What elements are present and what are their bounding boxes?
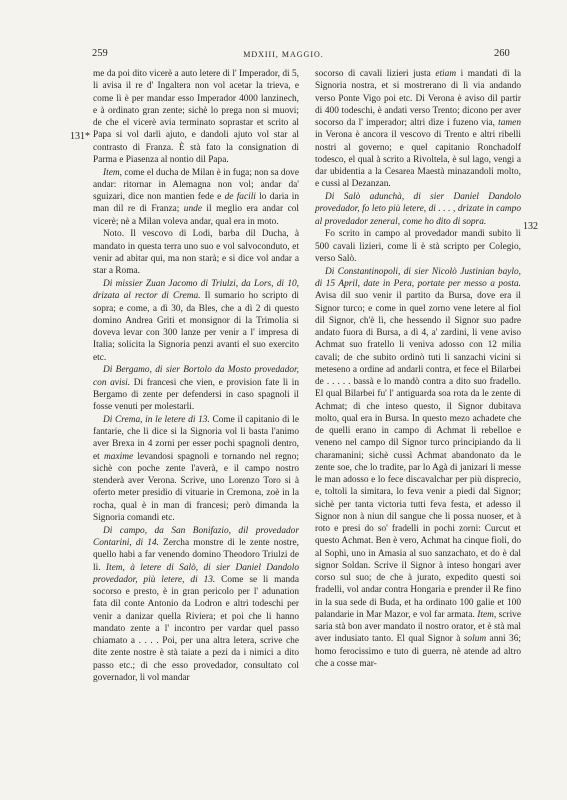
page-number-left: 259	[92, 48, 108, 59]
paragraph: Fo scrito in campo al provedador mandi subito li 500 cavali lizieri, come li è stà scripto per Colegio, verso Salò.	[315, 229, 521, 264]
text-run: Zercha monstre di le zente nostre, quello habi a far venendo domino Theodoro Triulzi de lì.	[93, 538, 299, 573]
text-run: Di francesi che vien, e provision fate lì in Bergamo di zente per defendersi in caso spagnoli il fosse venuti per molestarli.	[93, 377, 300, 413]
margin-note-right: 132	[523, 221, 538, 232]
italic-text: Item,	[477, 609, 497, 620]
paragraph	[315, 191, 521, 228]
text-run: Come il capitanio di le fantarie, che li dice si la Signoria vol li basta l'animo aver Brexa in 4 zorni per esser pochi spagnoli dentro, et	[93, 414, 299, 462]
paragraph	[93, 525, 299, 684]
italic-text: solum	[463, 634, 487, 645]
italic-text: Di Crema, in le letere di 13.	[103, 414, 210, 425]
italic-text: etiam	[435, 69, 457, 79]
paragraph	[93, 278, 299, 364]
margin-note-left: 131*	[70, 131, 90, 142]
text-run: il meglio era andar col vicerè; nè a Milan voleva andar, qual era in moto.	[93, 204, 299, 227]
italic-text: Item,	[103, 167, 122, 178]
paragraph	[93, 364, 299, 413]
text-run: socorso di cavali lizieri justa	[315, 69, 436, 79]
paragraph: me da poi dito vicerè a auto letere di l' Imperador, di 5, li avisa il re d' Ingaltera non vol acetar la trieva, e come lì è per mandar esso Imperador 4000 lanzinech, e à ordinato gran zente; sichè lo prega non si muovi; de che el vicerè avia terminato soprastar et scrito al Papa si vol darli ajuto, e dandoli ajuto vol star al contrasto di Franza. È stà fato la consignation di Parma e Piasenza al nontio dil Papa.	[93, 69, 299, 165]
left-column	[93, 68, 299, 684]
paragraph	[93, 167, 299, 228]
text-run: levandosi spagnoli e tornando nel regno; sichè con poche zente l'averà, e il campo nostro stenderà aver Verona. Scrive, uno Lorenzo Toro si à oferto meter presidio di vituarie in Cremona, zoè in la rocha, qual è in man di francesi; però dimanda la Signoria comandi etc.	[93, 451, 299, 523]
page-number-right: 260	[494, 48, 510, 59]
italic-text: Di Bergamo, di sier Bortolo da Mosto provedador, con avisi.	[93, 365, 299, 388]
paragraph	[315, 266, 521, 670]
paragraph	[315, 68, 521, 191]
text-run: scrive saria stà bon aver mandato il nostro orator, et è stà mal aver indusiato tanto. El qual Signor à	[315, 609, 521, 645]
text-run: in Verona è ancora il vescovo di Trento e altri ribelli nostri al governo; e quel capitanio Ronchadolf todesco, el qual à scrito a Rivoltela, è sul lago, vengi a dar ubidentia a la Cesarea Maestà minazandoli molto, e cussì al Dezanzan.	[315, 130, 521, 190]
paragraph	[93, 414, 299, 524]
running-title: MDXIII, MAGGIO.	[243, 50, 324, 59]
page-header	[0, 48, 567, 62]
italic-text: maxime	[104, 451, 134, 462]
italic-text: Di missier Zuan Jacomo di Triulzi, da Lors, di 10, drizata al rector di Crema.	[93, 279, 299, 302]
italic-text: Di Salò adunchà, di sier Daniel Dandolo provedador, fo leto più letere, di . . . , drizate in campo al provedador zeneral, come ho dito di sopra.	[315, 192, 521, 227]
text-run: Come se li manda socorso e presto, è in gran pericolo per l' adunation fata dil conte Antonio da Lodron e altri todeschi per venir a danizar quella Riviera; et poi che li hanno mandato zente a l' incontro per vardar quel passo chiamato a . . . . Poi, per una altra letera, scrive che dite zente nostre è stà taiate a pezi da i nimici a dito passo etc.; di che esso provedador, consultato col governador, li vol mandar	[93, 574, 299, 683]
paragraph: Noto. Il vescovo di Lodi, barba dil Ducha, à mandato in questa terra uno suo e vol salvoconduto, et venir ad abitar qui, ma non starà; e si dice vol andar a star a Roma.	[93, 229, 299, 277]
italic-text: unde	[183, 204, 202, 215]
text-run: lo daria in man dil re di Franza;	[93, 192, 299, 215]
text-run: come el ducha de Milan è in fuga; non sa dove andar: ritornar in Alemagna non vol; andar da' sguizari, dice non mantien fede e	[93, 167, 299, 203]
italic-text: Item, à letere di Salò, di sier Daniel Dandolo provedador, più letere, di 13.	[93, 562, 299, 585]
italic-text: Di Constantinopoli, di sier Nicolò Justinian baylo, di 15 April, date in Pera, portate per messo a posta.	[315, 266, 521, 290]
italic-text: de facili	[224, 192, 256, 203]
text-run: i mandati di la Signoria nostra, et si mostrerano di lì via andando verso Ponte Vigo poi etc. Di Verona è aviso dil partir di 400 todeschi, è andati verso Trento; dicono per aver socorso da l' imperador; altri dize i fuzeno via,	[315, 69, 521, 128]
italic-text: Di campo, da San Bonifazio, dil provedador Contarini, di 14.	[93, 525, 299, 549]
italic-text: tamen	[498, 118, 521, 128]
text-run: anni 36; homo ferocissimo e tuto di guerra, nè atende ad altro che a cosse mar-	[315, 634, 522, 669]
text-run: Avisa dil suo venir il partito da Bursa, dove era il Signor turco; e come in quel zorno vene letere al fiol dil Signor, ch'è lì, che hessendo il Signor suo padre andato fuora di Bursa, a dì 4, a' zardini, li vene aviso Achmat suo fratello li veniva adosso con 12 milia cavali; de che subito ordinò tuti li sanzachi vicini si meteseno a ordine ad andarli contra, et fece el Bilarbei de . . . . . bassà e lo mandò contra a dito suo fradello. El qual Bilarbei fu' l' antiguarda soa rota da le zente di Achmat; di che inteso questo, il Signor dubitava molto, qual era in Bursa. In questo mezo achadete che de quelli erano in campo di Achmat li rebelloe e veneno nel campo dil Signor turco principiando da li charamanini; sichè cussì Achmat abandonato da le zente soe, che lo tradite, par lo Agà di janizari li messe le man adosso e lo fece discavalchar per più disprecio, e, toltoli la simitara, lo feva venir a piedi dal Signor; sichè per tanta victoria tutti feva festa, et adesso il Signor non à niun dil sangue che li possa nuoser, et à roto e presi do so' fradelli in pochi zorni: Curcut et questo Achmat. Ben è vero, Achmat ha cinque fioli, do al Sophì, uno in Amasia al suo sanzachato, et do è dal signor Soldan. Scrive il Signor à inteso hongari aver corso sul suo; de che à jurato, expedito questi soi fradelli, vol andar contra Hongaria e prender il Re fino in la sua sede di Buda, et ha ordinato 100 galie et 100 palandarie in Mar Mazor, e vol far armata.	[315, 291, 521, 620]
text-run: Il sumario ho scripto di sopra; e come, a dì 30, da Bles, che a dì 2 di questo domino Andrea Griti et monsignor di la Trimolia si doveva levar con 300 lanze per venir a l' impresa di Italia; solicita la Signoria penzi avanti el suo exercito etc.	[93, 291, 299, 363]
right-column	[315, 68, 521, 670]
